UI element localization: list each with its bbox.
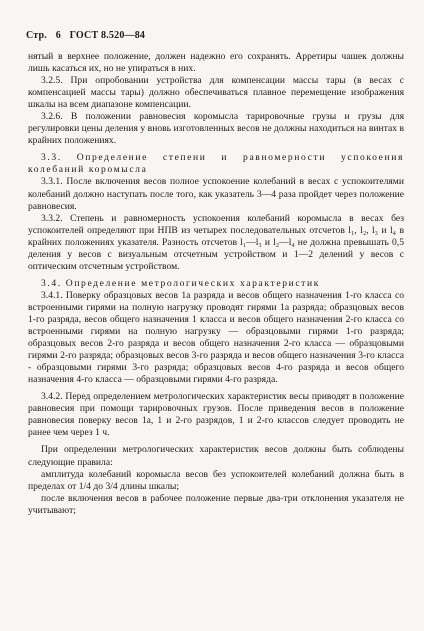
rule-item: амплитуда колебаний коромысла весов без успокоителей колебаний должна быть в пределах от 1/4 до 3/4 длины шкалы; <box>28 468 404 492</box>
page-number: 6 <box>55 30 61 41</box>
paragraph-3-4-1: 3.4.1. Поверку образцовых весов 1а разряда и весов общего назначения 1-го класса со встроенными гирями на полную нагрузку проводят гирями 1а разряда; образцовых весов 1-го разряда, весов общего назначения 1 класса и весов общего назначения 2-го класса со встроенными гирями на полную нагрузку — образцовыми гирями 1-го разряда; образцовых весов 2-го разряда и весов общего назначения 2-го класса — образцовыми гирями 2-го разряда; образцовых весов 3-го разряда и весов общего назначения 3-го класса - образцовыми гирями 3-го разряда; образцовых весов 4-го разряда и весов общего назначения 4-го класса — образцовыми гирями 4-го разряда. <box>28 289 404 386</box>
section-heading-3-4: 3.4. Определение метрологических характеристик <box>41 277 320 289</box>
page-header <box>26 30 151 41</box>
standard-code: ГОСТ 8.520—84 <box>69 30 146 41</box>
document-body <box>28 51 404 517</box>
paragraph-rules-intro: При определении метрологических характеристик весов должны быть соблюдены следующие правила: <box>28 444 404 468</box>
paragraph-continuation: нятый в верхнее положение, должен надежно его сохранять. Арретиры чашек должны лишь касаться их, но не упираться в них. <box>28 51 404 75</box>
section-heading-3-3: 3.3. Определение степени и равномерности успокоения колебаний коромысла <box>28 152 404 176</box>
paragraph-3-3-1: 3.3.1. После включения весов полное успокоение колебаний в весах с успокоителями колебаний должно наступать после того, как указатель 3—4 раза пройдет через положение равновесия. <box>28 176 404 212</box>
paragraph-3-3-2: 3.3.2. Степень и равномерность успокоения колебаний коромысла в весах без успокоителей определяют при НПВ из четырех последовательных отсчетов l₁, l₂, l₃ и l₄ в крайних положениях указателя. Разность отсчетов l₁—l₃ и l₂—l₄ не должна превышать 0,5 деления у весов с визуальным отсчетным устройством и 1—2 делений у весов с оптическим отсчетным устройством. <box>28 212 404 272</box>
paragraph-3-2-6: 3.2.6. В положении равновесия коромысла тарировочные грузы и грузы для регулировки цены деления у вновь изготовленных весов не должны находиться на винтах в крайних положениях. <box>28 111 404 147</box>
paragraph-3-4-2: 3.4.2. Перед определением метрологических характеристик весы приводят в положение равновесия при помощи тарировочных грузов. После приведения весов в положение равновесия поверку весов 1а, 1 и 2-го разрядов, 1 и 2-го классов следует проводить не ранее чем через 1 ч. <box>28 391 404 439</box>
rule-item: после включения весов в рабочее положение первые два-три отклонения указателя не учитывают; <box>28 492 404 516</box>
paragraph-3-2-5: 3.2.5. При опробовании устройства для компенсации массы тары (в весах с компенсацией массы тары) должно обеспечиваться плавное перемещение изображения шкалы на всем диапазоне компенсации. <box>28 75 404 111</box>
page-label: Стр. <box>26 30 47 41</box>
